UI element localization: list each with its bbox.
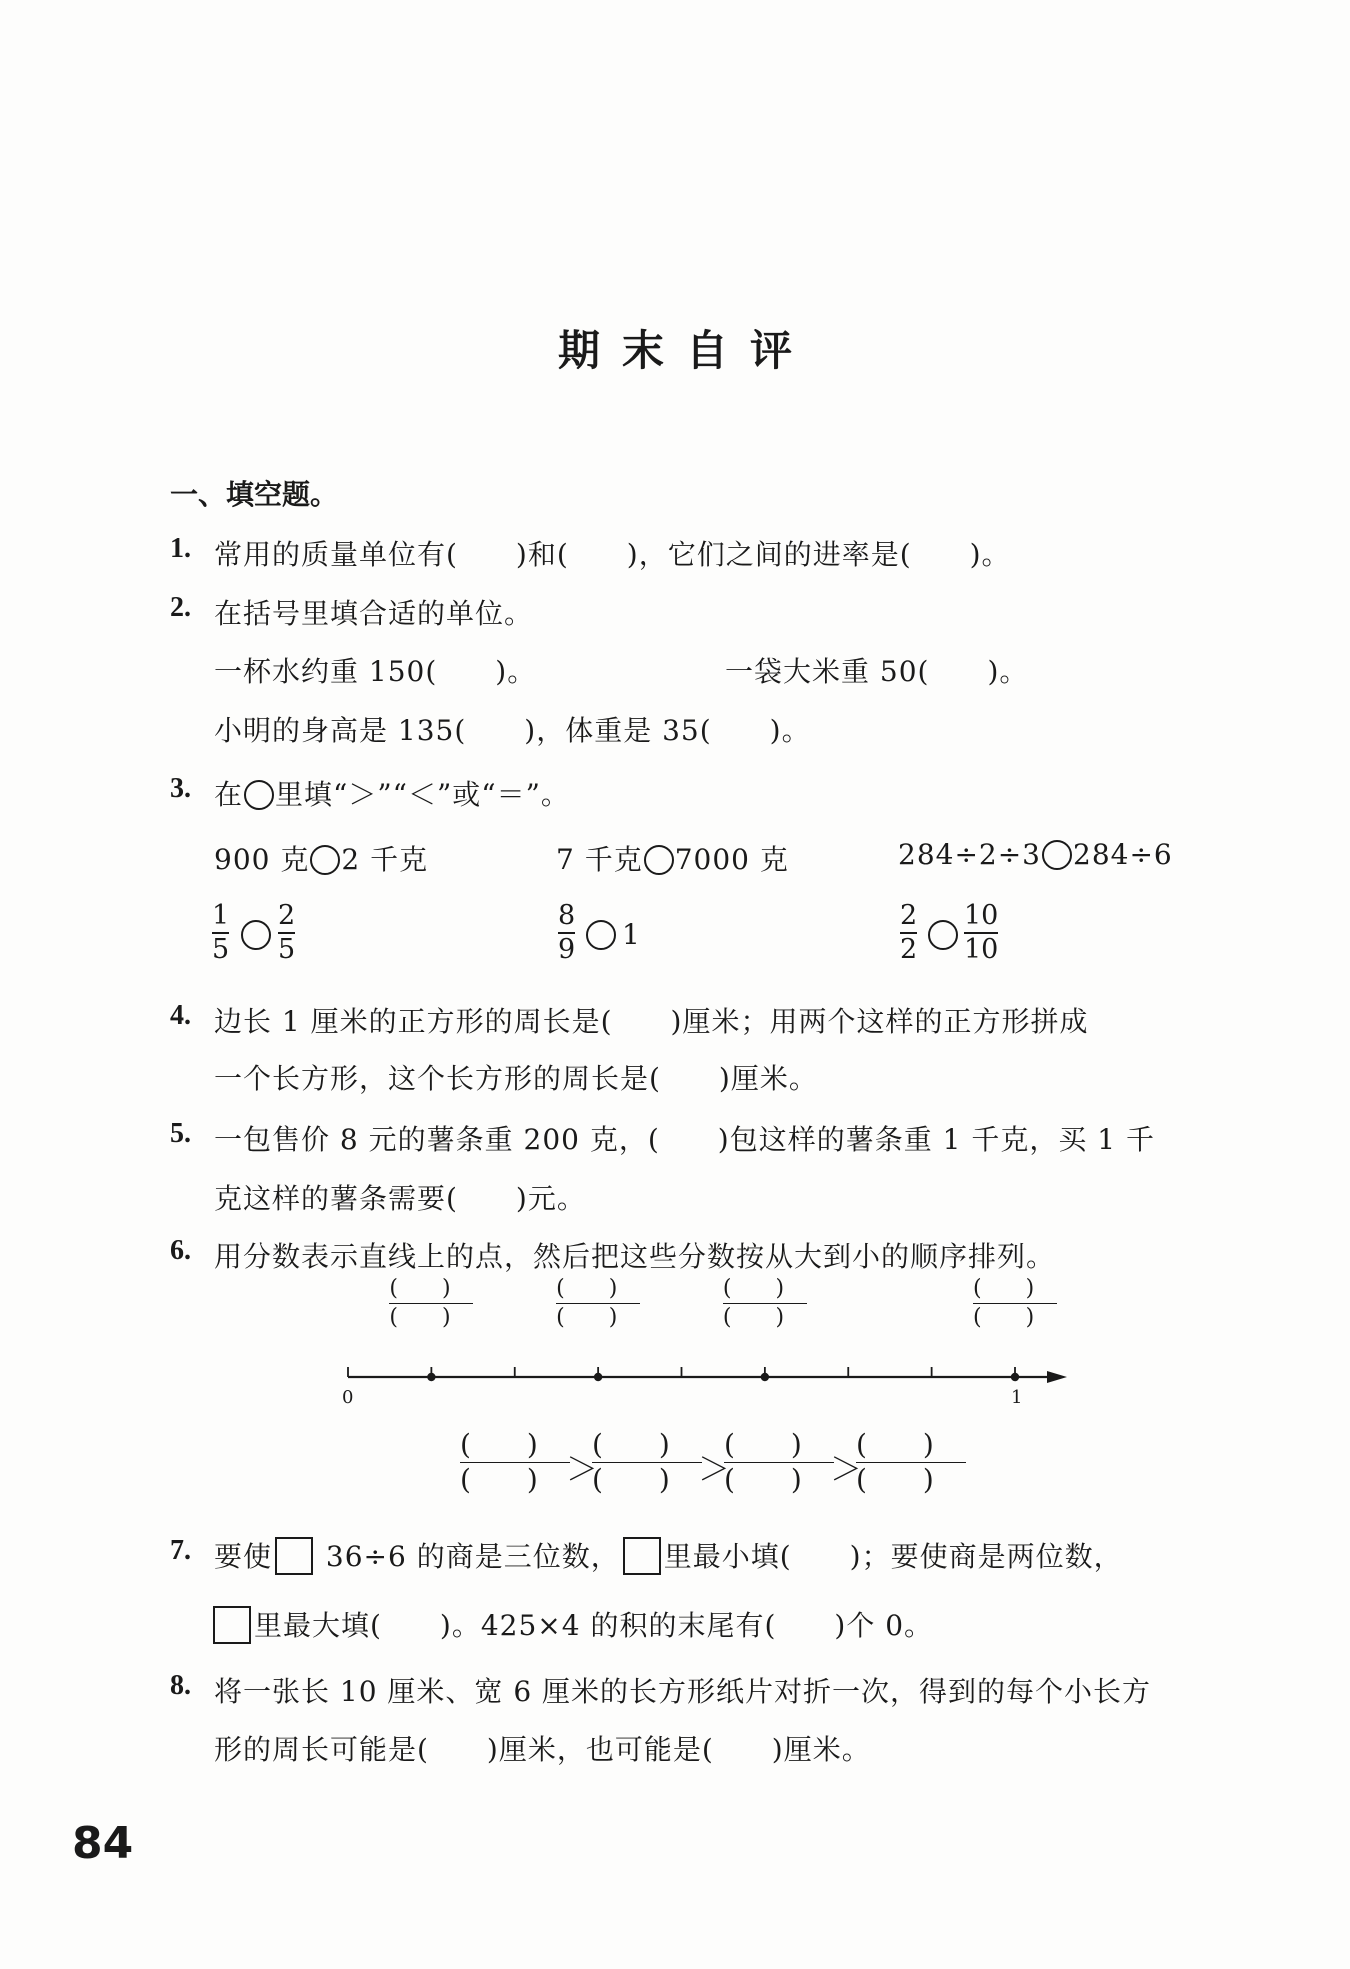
denominator: 5 (278, 934, 296, 965)
fraction-blank-denominator: ( ) (856, 1463, 934, 1496)
q7-line1 (214, 1535, 1123, 1575)
fraction (278, 900, 295, 966)
axis-end-label: 1 (1011, 1387, 1023, 1408)
compare-circle-icon (244, 780, 274, 810)
q3-row1-item1 (214, 838, 428, 878)
fraction (212, 900, 229, 966)
fraction (900, 900, 917, 966)
axis-point (1011, 1373, 1019, 1381)
numerator: 10 (964, 900, 999, 931)
compare-left: 900 克 (214, 843, 310, 876)
compare-left: 284÷2÷3 (898, 838, 1041, 871)
fraction-blank-numerator: ( ) (592, 1428, 670, 1461)
axis-point (761, 1373, 769, 1381)
denominator: 5 (212, 934, 230, 965)
fraction-blank[interactable] (723, 1277, 807, 1330)
denominator: 2 (900, 934, 918, 965)
fraction-blank-numerator: ( ) (856, 1428, 934, 1461)
denominator: 10 (964, 934, 999, 965)
q4-number: 4. (170, 1000, 191, 1031)
q2-item-c: 小明的身高是 135( )，体重是 35( )。 (214, 714, 811, 747)
numerator: 2 (278, 900, 296, 931)
fraction-blank[interactable] (556, 1277, 640, 1330)
ordering-fraction-blank[interactable] (592, 1430, 702, 1495)
q3-row1-item2 (556, 838, 789, 878)
fraction-blank-numerator: ( ) (460, 1428, 538, 1461)
numerator: 2 (900, 900, 918, 931)
fraction-blank-denominator: ( ) (973, 1305, 1035, 1330)
q6-number: 6. (170, 1235, 191, 1266)
fraction (964, 900, 998, 966)
q1-text: 常用的质量单位有( )和( )，它们之间的进率是( )。 (214, 538, 1011, 571)
q2-item-b: 一袋大米重 50( )。 (725, 655, 1029, 688)
fraction-blank-denominator: ( ) (592, 1463, 670, 1496)
compare-right: 7000 克 (674, 843, 789, 876)
greater-than-sign: ＞ (566, 1450, 599, 1488)
q3-row1-item3 (898, 838, 1173, 871)
numerator: 8 (558, 900, 576, 931)
fraction-blank-denominator: ( ) (389, 1305, 451, 1330)
q2-number: 2. (170, 592, 191, 623)
q7-part1: 要使 (214, 1540, 273, 1573)
greater-than-sign: ＞ (698, 1450, 731, 1488)
q8-line1: 将一张长 10 厘米、宽 6 厘米的长方形纸片对折一次，得到的每个小长方 (214, 1675, 1152, 1708)
fraction-blank-numerator: ( ) (389, 1276, 451, 1301)
q3-text-post: 里填“＞”“＜”或“＝”。 (275, 778, 570, 811)
compare-circle-icon[interactable] (310, 845, 340, 875)
denominator: 9 (558, 934, 576, 965)
page-title: 期末自评 (557, 326, 814, 375)
q5-line2: 克这样的薯条需要( )元。 (214, 1182, 586, 1215)
fraction-blank-numerator: ( ) (973, 1276, 1035, 1301)
fraction-blank-denominator: ( ) (724, 1463, 802, 1496)
compare-circle-icon[interactable] (644, 845, 674, 875)
compare-right: 2 千克 (341, 843, 429, 876)
q5-line1: 一包售价 8 元的薯条重 200 克，( )包这样的薯条重 1 千克，买 1 千 (214, 1123, 1155, 1156)
arrow-icon (1047, 1371, 1067, 1383)
q3-text-pre: 在 (214, 778, 244, 811)
numerator: 1 (212, 900, 230, 931)
compare-circle-icon[interactable] (1042, 840, 1072, 870)
section-heading: 一、填空题。 (170, 478, 339, 511)
fraction-blank-denominator: ( ) (460, 1463, 538, 1496)
compare-circle-icon[interactable] (928, 920, 958, 950)
q7-part4: 里最大填( )。425×4 的积的末尾有( )个 0。 (254, 1609, 934, 1642)
q1-number: 1. (170, 533, 191, 564)
fraction-blank-denominator: ( ) (556, 1305, 618, 1330)
q7-number: 7. (170, 1535, 191, 1566)
fraction-blank-denominator: ( ) (722, 1305, 785, 1330)
fraction-blank[interactable] (973, 1277, 1057, 1330)
q7-part2: 36÷6 的商是三位数， (316, 1540, 620, 1573)
blank-square[interactable] (275, 1537, 313, 1575)
q7-line2 (210, 1604, 933, 1644)
q5-number: 5. (170, 1118, 191, 1149)
compare-right: 1 (622, 918, 641, 951)
q6-text: 用分数表示直线上的点，然后把这些分数按从大到小的顺序排列。 (214, 1240, 1056, 1273)
fraction (558, 900, 575, 966)
q4-line2: 一个长方形，这个长方形的周长是( )厘米。 (214, 1062, 818, 1095)
blank-square[interactable] (623, 1537, 661, 1575)
blank-square[interactable] (213, 1606, 251, 1644)
q3-text (214, 773, 570, 813)
fraction-blank-numerator: ( ) (722, 1276, 785, 1301)
page-number: 84 (72, 1818, 134, 1869)
axis-start-label: 0 (342, 1387, 354, 1408)
q2-text: 在括号里填合适的单位。 (214, 597, 534, 630)
q3-number: 3. (170, 773, 191, 804)
compare-circle-icon[interactable] (241, 920, 271, 950)
fraction-blank-numerator: ( ) (724, 1428, 802, 1461)
axis-point (427, 1373, 435, 1381)
q2-item-a: 一杯水约重 150( )。 (214, 655, 537, 688)
ordering-fraction-blank[interactable] (724, 1430, 834, 1495)
ordering-fraction-blank[interactable] (856, 1430, 966, 1495)
fraction-blank-numerator: ( ) (556, 1276, 618, 1301)
compare-right: 284÷6 (1073, 838, 1173, 871)
q7-part3: 里最小填( )；要使商是两位数， (663, 1540, 1123, 1573)
axis-point (594, 1373, 602, 1381)
ordering-fraction-blank[interactable] (460, 1430, 570, 1495)
q8-number: 8. (170, 1670, 191, 1701)
q8-line2: 形的周长可能是( )厘米，也可能是( )厘米。 (214, 1733, 871, 1766)
compare-circle-icon[interactable] (586, 920, 616, 950)
fraction-blank[interactable] (389, 1277, 473, 1330)
q4-line1: 边长 1 厘米的正方形的周长是( )厘米；用两个这样的正方形拼成 (214, 1005, 1089, 1038)
compare-left: 7 千克 (556, 843, 643, 876)
greater-than-sign: ＞ (830, 1450, 863, 1488)
